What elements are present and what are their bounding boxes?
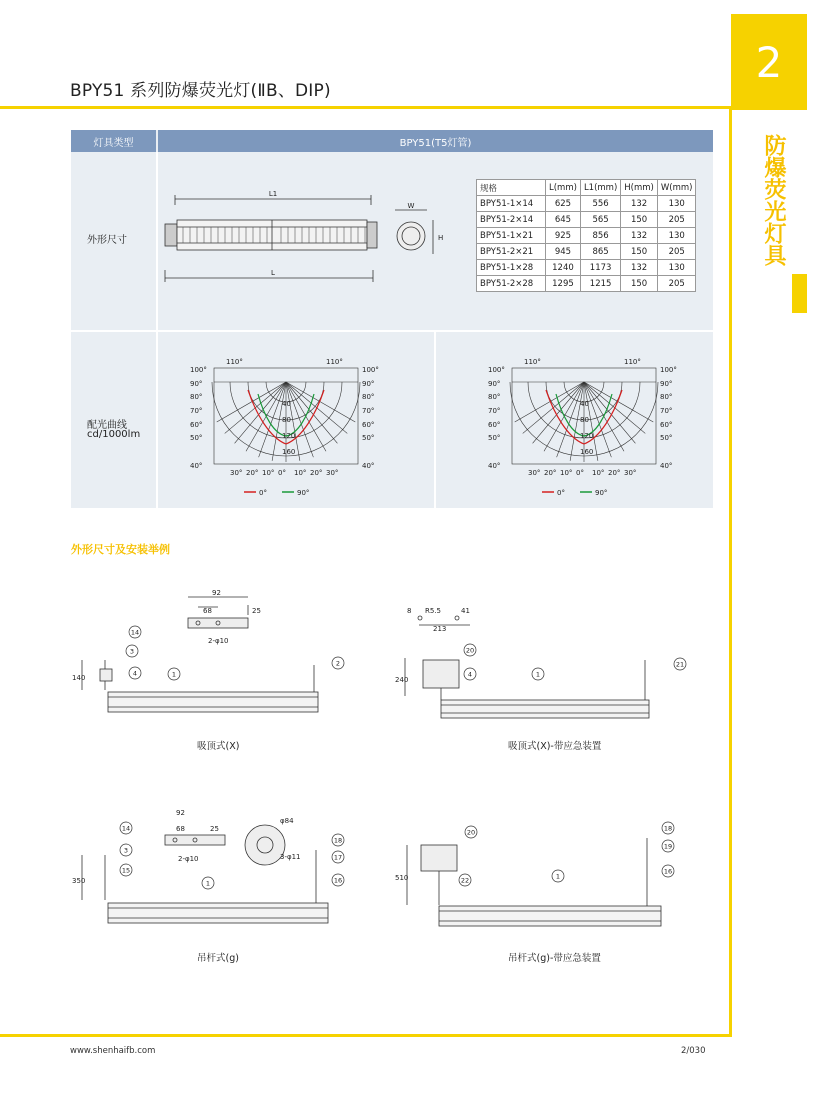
polar-radial-label: 80: [580, 416, 589, 424]
callout-number: 4: [467, 670, 473, 679]
caption-g: 吊杆式(g): [197, 953, 239, 964]
dims-row: [477, 260, 696, 276]
row-label-light-curve: 配光曲线: [87, 420, 127, 431]
polar-chart-right: [484, 354, 684, 504]
polar-angle-label-left: 60°: [190, 421, 203, 429]
row-label-light-unit: cd/1000lm: [87, 429, 141, 440]
dimensions-table: [476, 179, 696, 292]
callout-number: 22: [460, 876, 470, 885]
dims-cell: 规格: [477, 180, 546, 196]
polar-bottom-label: 30°: [230, 469, 243, 477]
dims-cell: 1173: [580, 260, 620, 276]
svg-text:R5.5: R5.5: [425, 607, 441, 615]
dims-row: [477, 212, 696, 228]
polar-radial-label: 120: [282, 432, 296, 440]
dims-cell: 565: [580, 212, 620, 228]
svg-text:510: 510: [395, 874, 409, 882]
polar-angle-label-left: 80°: [190, 393, 203, 401]
polar-angle-label-left: 80°: [488, 393, 501, 401]
callout-number: 18: [663, 824, 673, 833]
svg-text:213: 213: [433, 625, 447, 633]
svg-text:92: 92: [176, 809, 185, 817]
polar-bottom-label: 30°: [326, 469, 339, 477]
svg-text:2-φ10: 2-φ10: [178, 855, 199, 863]
dims-header-row: [477, 180, 696, 196]
svg-text:68: 68: [176, 825, 185, 833]
spec-table: [71, 130, 713, 508]
dims-cell: 205: [657, 244, 696, 260]
polar-angle-label-right: 80°: [660, 393, 673, 401]
chapter-number: 2: [731, 14, 807, 110]
polar-angle-label-left: 50°: [190, 434, 203, 442]
dims-cell: 130: [657, 260, 696, 276]
callout-number: 4: [132, 669, 138, 678]
polar-angle-label-right: 50°: [660, 434, 673, 442]
callout-number: 20: [465, 646, 475, 655]
callout-number: 17: [333, 853, 343, 862]
polar-bottom-label: 20°: [246, 469, 259, 477]
dims-cell: 205: [657, 212, 696, 228]
polar-bottom-label: 30°: [624, 469, 637, 477]
dims-cell: 205: [657, 276, 696, 292]
install-ge-drawing: [395, 820, 695, 935]
polar-bottom-label: 30°: [528, 469, 541, 477]
caption-x: 吸顶式(X): [197, 741, 240, 752]
polar-top-label: 110°: [624, 358, 641, 366]
callout-number: 18: [333, 836, 343, 845]
polar-chart-left: [186, 354, 386, 504]
polar-angle-label-left: 100°: [190, 366, 207, 374]
callout-number: 3: [123, 846, 129, 855]
dims-cell: 925: [546, 228, 581, 244]
polar-bottom-label: 20°: [608, 469, 621, 477]
polar-angle-label-right: 70°: [660, 407, 673, 415]
polar-angle-label-left: 40°: [488, 462, 501, 470]
legend-90: 90°: [595, 489, 608, 497]
dims-cell: 556: [580, 196, 620, 212]
dims-cell: 1295: [546, 276, 581, 292]
polar-bottom-label: 20°: [310, 469, 323, 477]
dims-cell: BPY51-2×21: [477, 244, 546, 260]
polar-angle-label-right: 100°: [362, 366, 379, 374]
svg-text:350: 350: [72, 877, 86, 885]
dims-cell: BPY51-1×28: [477, 260, 546, 276]
polar-top-label: 110°: [524, 358, 541, 366]
polar-bottom-label: 10°: [262, 469, 275, 477]
polar-bottom-label: 20°: [544, 469, 557, 477]
polar-bottom-label: 10°: [592, 469, 605, 477]
polar-radial-label: 80: [282, 416, 291, 424]
bottom-rule: [0, 1034, 732, 1037]
polar-radial-label: 40: [282, 400, 291, 408]
svg-text:41: 41: [461, 607, 470, 615]
polar-bottom-label: 10°: [560, 469, 573, 477]
svg-text:68: 68: [203, 607, 212, 615]
page-title: BPY51 系列防爆荧光灯(ⅡB、DIP): [70, 81, 331, 101]
polar-bottom-label: 10°: [294, 469, 307, 477]
svg-text:140: 140: [72, 674, 86, 682]
polar-angle-label-right: 70°: [362, 407, 375, 415]
polar-angle-label-right: 50°: [362, 434, 375, 442]
svg-text:8: 8: [407, 607, 412, 615]
callout-number: 21: [675, 660, 685, 669]
polar-angle-label-left: 50°: [488, 434, 501, 442]
svg-text:25: 25: [252, 607, 261, 615]
polar-top-label: 110°: [226, 358, 243, 366]
polar-angle-label-left: 70°: [488, 407, 501, 415]
label-l1: L1: [268, 190, 278, 198]
svg-text:240: 240: [395, 676, 409, 684]
polar-bottom-label: 0°: [278, 469, 286, 477]
dims-cell: 130: [657, 196, 696, 212]
spec-divider-polar: [434, 332, 436, 508]
dims-cell: 625: [546, 196, 581, 212]
callout-number: 2: [335, 659, 341, 668]
polar-angle-label-right: 90°: [660, 380, 673, 388]
svg-text:25: 25: [210, 825, 219, 833]
callout-number: 14: [130, 628, 140, 637]
callout-number: 1: [205, 879, 211, 888]
polar-angle-label-right: 90°: [362, 380, 375, 388]
dims-cell: 1240: [546, 260, 581, 276]
dims-row: [477, 276, 696, 292]
polar-angle-label-left: 60°: [488, 421, 501, 429]
dims-row: [477, 244, 696, 260]
dims-cell: 150: [621, 276, 658, 292]
dims-cell: 132: [621, 228, 658, 244]
polar-top-label: 110°: [326, 358, 343, 366]
spec-divider-h: [71, 330, 713, 332]
callout-number: 3: [129, 647, 135, 656]
side-title: 防爆荧光灯具: [761, 134, 786, 266]
dims-cell: 865: [580, 244, 620, 260]
dims-cell: L(mm): [546, 180, 581, 196]
spec-col1-header: 灯具类型: [71, 130, 156, 152]
polar-angle-label-left: 40°: [190, 462, 203, 470]
fixture-drawing: [161, 180, 461, 290]
callout-number: 15: [121, 866, 131, 875]
polar-angle-label-right: 40°: [362, 462, 375, 470]
label-w: W: [407, 202, 415, 210]
title-rule: [0, 106, 731, 109]
dims-cell: H(mm): [621, 180, 658, 196]
dims-cell: BPY51-1×21: [477, 228, 546, 244]
polar-angle-label-left: 70°: [190, 407, 203, 415]
callout-number: 16: [663, 867, 673, 876]
spec-col2-header: BPY51(T5灯管): [158, 130, 713, 152]
callout-number: 20: [466, 828, 476, 837]
polar-radial-label: 120: [580, 432, 594, 440]
polar-radial-label: 160: [282, 448, 296, 456]
row-label-dimensions: 外形尺寸: [87, 235, 127, 246]
polar-angle-label-right: 60°: [362, 421, 375, 429]
dims-cell: 856: [580, 228, 620, 244]
dims-cell: BPY51-1×14: [477, 196, 546, 212]
install-xe-drawing: [395, 600, 695, 720]
dims-cell: W(mm): [657, 180, 696, 196]
caption-xe: 吸顶式(X)-带应急装置: [508, 741, 602, 752]
callout-number: 16: [333, 876, 343, 885]
install-section-title: 外形尺寸及安装举例: [71, 543, 170, 556]
dims-cell: 945: [546, 244, 581, 260]
polar-bottom-label: 0°: [576, 469, 584, 477]
polar-radial-label: 40: [580, 400, 589, 408]
callout-number: 19: [663, 842, 673, 851]
dims-cell: L1(mm): [580, 180, 620, 196]
callout-number: 1: [171, 670, 177, 679]
label-h: H: [438, 234, 444, 242]
dims-cell: 132: [621, 196, 658, 212]
legend-0: 0°: [557, 489, 565, 497]
polar-angle-label-left: 90°: [488, 380, 501, 388]
svg-text:2-φ10: 2-φ10: [208, 637, 229, 645]
polar-angle-label-right: 40°: [660, 462, 673, 470]
dims-cell: 132: [621, 260, 658, 276]
polar-angle-label-right: 100°: [660, 366, 677, 374]
dims-cell: BPY51-2×28: [477, 276, 546, 292]
dims-cell: BPY51-2×14: [477, 212, 546, 228]
svg-text:φ84: φ84: [280, 817, 294, 825]
dims-cell: 150: [621, 212, 658, 228]
dims-cell: 1215: [580, 276, 620, 292]
polar-radial-label: 160: [580, 448, 594, 456]
callout-number: 1: [535, 670, 541, 679]
polar-angle-label-right: 80°: [362, 393, 375, 401]
svg-text:92: 92: [212, 589, 221, 597]
side-tab: [792, 274, 807, 313]
legend-90: 90°: [297, 489, 310, 497]
legend-0: 0°: [259, 489, 267, 497]
polar-angle-label-left: 100°: [488, 366, 505, 374]
install-g-drawing: [70, 805, 370, 935]
callout-number: 14: [121, 824, 131, 833]
svg-text:3-φ11: 3-φ11: [280, 853, 301, 861]
polar-angle-label-left: 90°: [190, 380, 203, 388]
dims-cell: 150: [621, 244, 658, 260]
caption-ge: 吊杆式(g)-带应急装置: [508, 953, 601, 964]
label-l: L: [271, 269, 275, 277]
dims-cell: 645: [546, 212, 581, 228]
dims-row: [477, 196, 696, 212]
callout-number: 1: [555, 872, 561, 881]
footer-url[interactable]: www.shenhaifb.com: [70, 1046, 156, 1056]
dims-row: [477, 228, 696, 244]
install-x-drawing: [70, 585, 370, 720]
polar-angle-label-right: 60°: [660, 421, 673, 429]
dims-cell: 130: [657, 228, 696, 244]
footer-page-number: 2/030: [681, 1046, 706, 1056]
side-rule: [729, 106, 732, 1036]
